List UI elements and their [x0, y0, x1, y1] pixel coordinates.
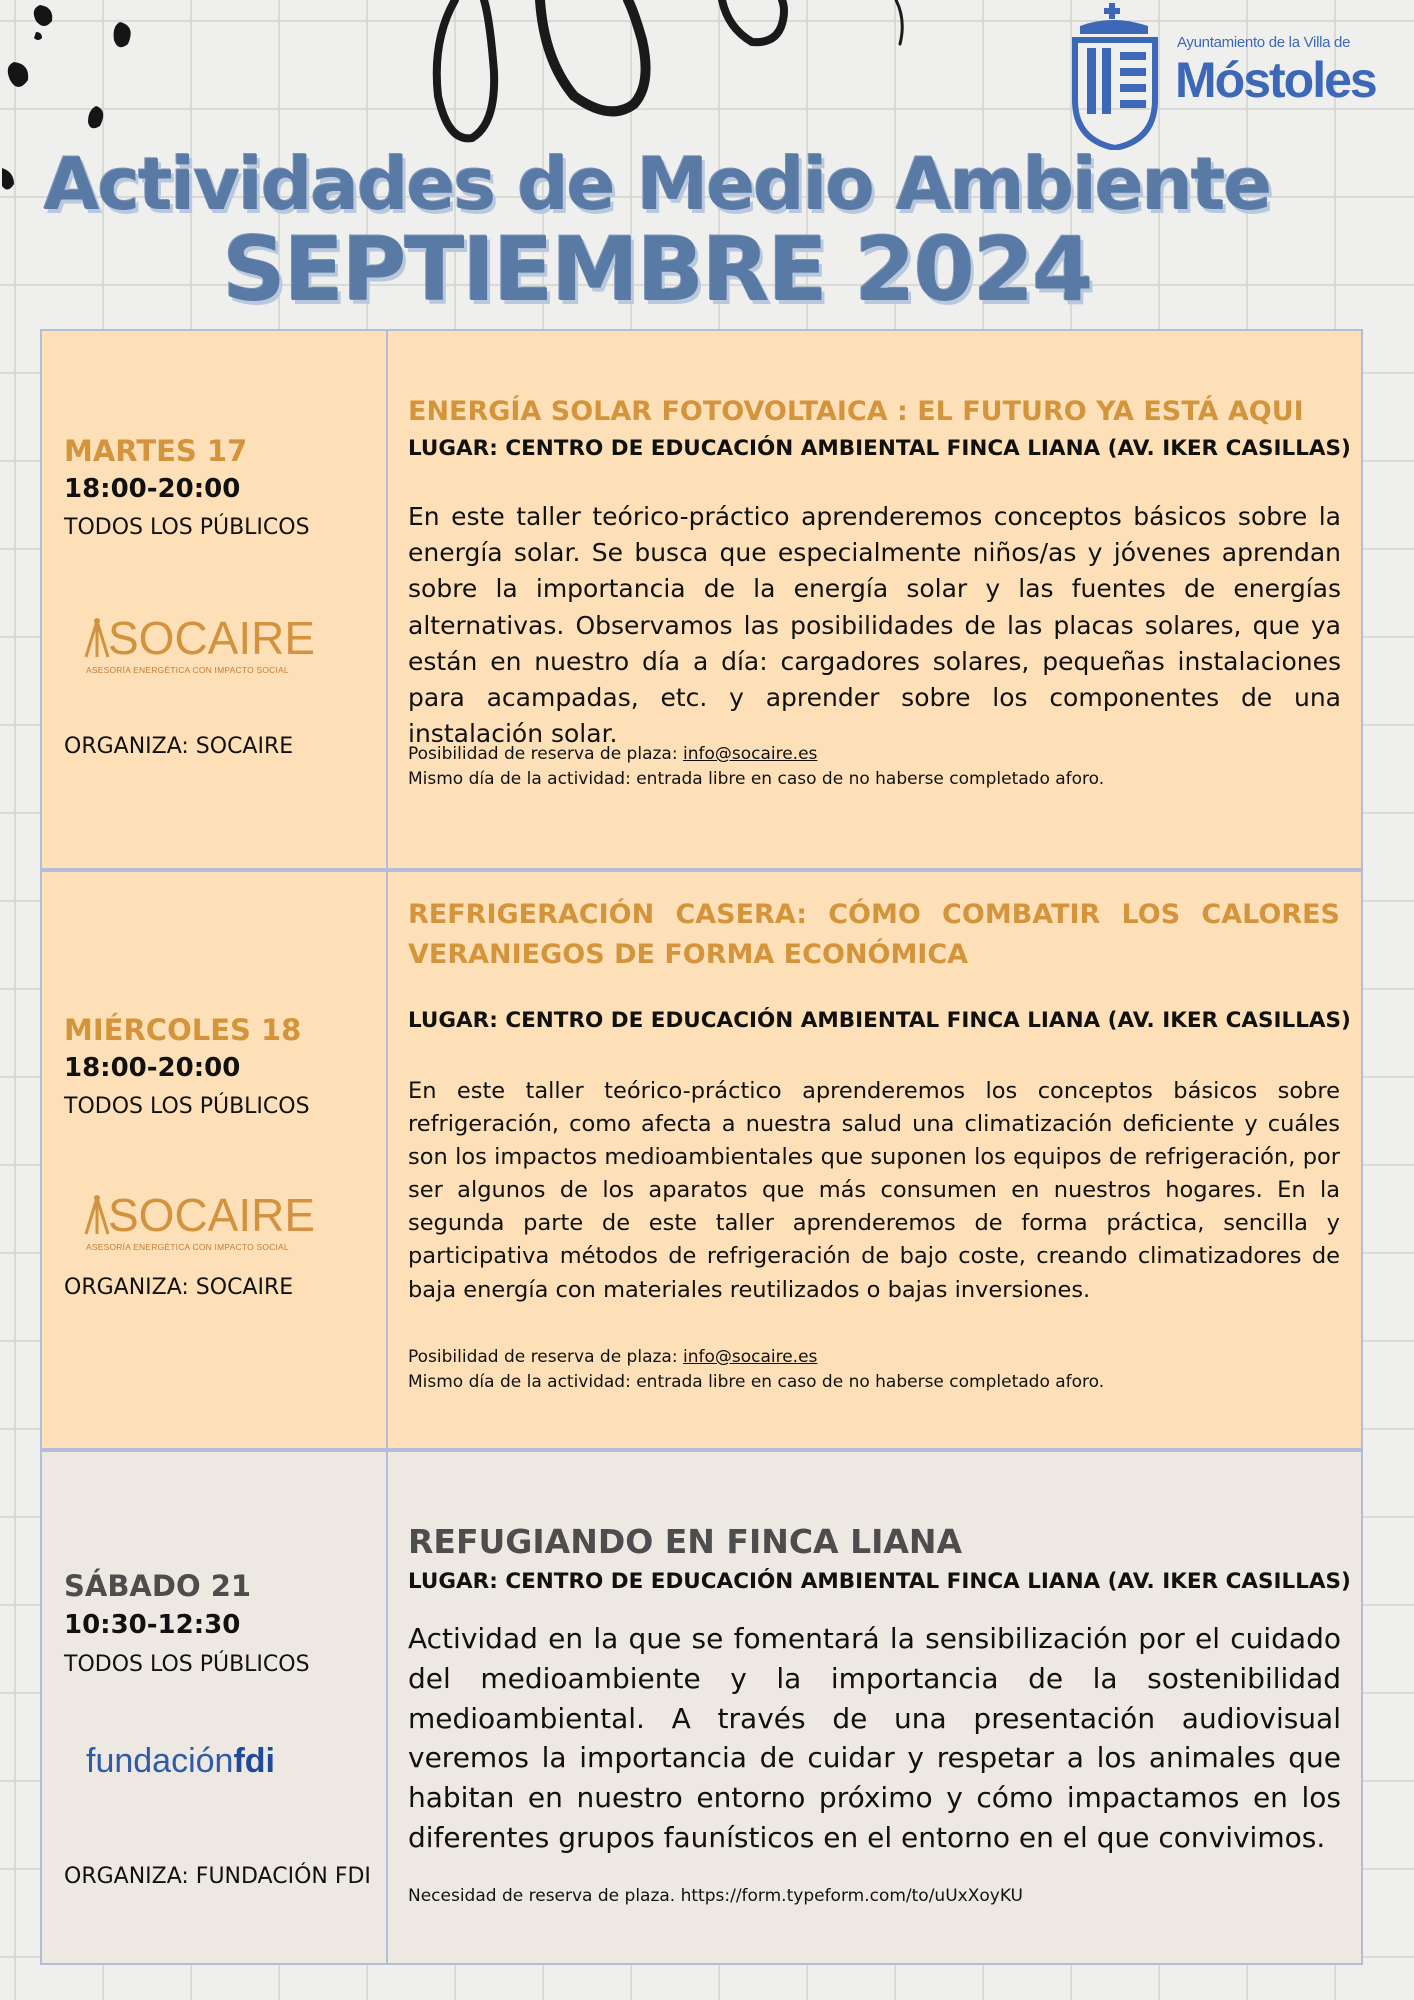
- event-place: LUGAR: CENTRO DE EDUCACIÓN AMBIENTAL FINCA LIANA (AV. IKER CASILLAS): [408, 1008, 1351, 1033]
- event-day: MIÉRCOLES 18: [64, 1013, 302, 1047]
- same-day-note: Mismo día de la actividad: entrada libre en caso de no haberse completado aforo.: [408, 769, 1105, 789]
- event-audience: TODOS LOS PÚBLICOS: [64, 515, 310, 540]
- reservation-email-link[interactable]: info@socaire.es: [682, 744, 818, 764]
- logo-caption: Ayuntamiento de la Villa de: [1177, 34, 1351, 51]
- event-description: En este taller teórico-práctico aprenderemos conceptos básicos sobre la energía solar. Se busca que especialmente niños/as y jóvenes aprendan sobre la importancia de la energía solar y las fuentes de energías alternativas. Observamos las posibilidades de las placas solares, que ya están en nuestro día a día: cargadores solares, pequeñas instalaciones para acampadas, etc. y aprender sobre los componentes de una instalación solar.: [408, 502, 1341, 749]
- page-title: Actividades de Medio Ambiente: [43, 142, 1271, 226]
- event-card: [40, 870, 1363, 1450]
- event-card: [40, 1450, 1363, 1965]
- event-description: Actividad en la que se fomentará la sensibilización por el cuidado del medioambiente y la importancia de la sostenibilidad medioambiental. A través de una presentación audiovisual veremos la importancia de cuidar y respetar a los animales que habitan en nuestro entorno próximo y cómo impactamos en los diferentes grupos faunísticos en el entorno en el que convivimos.: [408, 1622, 1341, 1854]
- column-divider: [386, 1452, 388, 1963]
- column-divider: [386, 872, 388, 1448]
- event-day: MARTES 17: [64, 434, 248, 468]
- page-subtitle: SEPTIEMBRE 2024: [222, 218, 1092, 321]
- socaire-logo-subtitle: ASESORÍA ENERGÉTICA CON IMPACTO SOCIAL: [86, 665, 289, 675]
- fundacion-fdi-logo: [86, 1742, 275, 1781]
- coat-of-arms-icon: [1070, 0, 1165, 150]
- event-organizer: ORGANIZA: FUNDACIÓN FDI: [64, 1864, 371, 1889]
- logo-name: Móstoles: [1175, 52, 1376, 108]
- event-time: 18:00-20:00: [64, 474, 241, 504]
- fdi-logo-text-a: fundación: [86, 1742, 234, 1780]
- reservation-label: Posibilidad de reserva de plaza:: [408, 1347, 683, 1367]
- event-reservation: [408, 742, 1338, 792]
- event-title: REFUGIANDO EN FINCA LIANA: [408, 1522, 963, 1561]
- event-place: LUGAR: CENTRO DE EDUCACIÓN AMBIENTAL FINCA LIANA (AV. IKER CASILLAS): [408, 436, 1351, 461]
- event-organizer: ORGANIZA: SOCAIRE: [64, 1275, 294, 1300]
- event-time: 18:00-20:00: [64, 1053, 241, 1083]
- column-divider: [386, 331, 388, 868]
- reservation-email-link[interactable]: info@socaire.es: [682, 1347, 818, 1367]
- same-day-note: Mismo día de la actividad: entrada libre en caso de no haberse completado aforo.: [408, 1372, 1105, 1392]
- fdi-logo-text-b: fdi: [233, 1742, 276, 1780]
- event-audience: TODOS LOS PÚBLICOS: [64, 1652, 310, 1677]
- event-title: ENERGÍA SOLAR FOTOVOLTAICA : EL FUTURO YA ESTÁ AQUI: [408, 396, 1304, 427]
- socaire-logo: [84, 613, 314, 683]
- socaire-logo-subtitle: ASESORÍA ENERGÉTICA CON IMPACTO SOCIAL: [86, 1242, 289, 1252]
- socaire-tent-icon: [84, 617, 110, 659]
- reservation-label: Posibilidad de reserva de plaza:: [408, 744, 683, 764]
- event-reservation: Necesidad de reserva de plaza. https://form.typeform.com/to/uUxXoyKU: [408, 1886, 1023, 1906]
- socaire-logo-text: SOCAIRE: [108, 1189, 316, 1241]
- event-place: LUGAR: CENTRO DE EDUCACIÓN AMBIENTAL FINCA LIANA (AV. IKER CASILLAS): [408, 1569, 1351, 1594]
- event-description: En este taller teórico-práctico aprenderemos los conceptos básicos sobre refrigeración, como afecta a nuestra salud una climatización deficiente y cuáles son los impactos medioambientales que suponen los equipos de refrigeración, por ser algunos de los aparatos que más consumen en nuestros hogares. En la segunda parte de este taller aprenderemos de forma práctica, sencilla y participativa métodos de refrigeración de bajo coste, creando climatizadores de baja energía con materiales reutilizados o bajas inversiones.: [408, 1078, 1340, 1303]
- socaire-logo: [84, 1190, 314, 1260]
- event-reservation: [408, 1345, 1338, 1395]
- event-title: REFRIGERACIÓN CASERA: CÓMO COMBATIR LOS CALORES VERANIEGOS DE FORMA ECONÓMICA: [408, 899, 1340, 970]
- socaire-tent-icon: [84, 1194, 110, 1236]
- event-audience: TODOS LOS PÚBLICOS: [64, 1094, 310, 1119]
- event-day: SÁBADO 21: [64, 1569, 252, 1603]
- event-time: 10:30-12:30: [64, 1610, 241, 1640]
- event-card: [40, 329, 1363, 870]
- event-organizer: ORGANIZA: SOCAIRE: [64, 734, 294, 759]
- mostoles-logo: [1070, 0, 1400, 150]
- socaire-logo-text: SOCAIRE: [108, 612, 316, 664]
